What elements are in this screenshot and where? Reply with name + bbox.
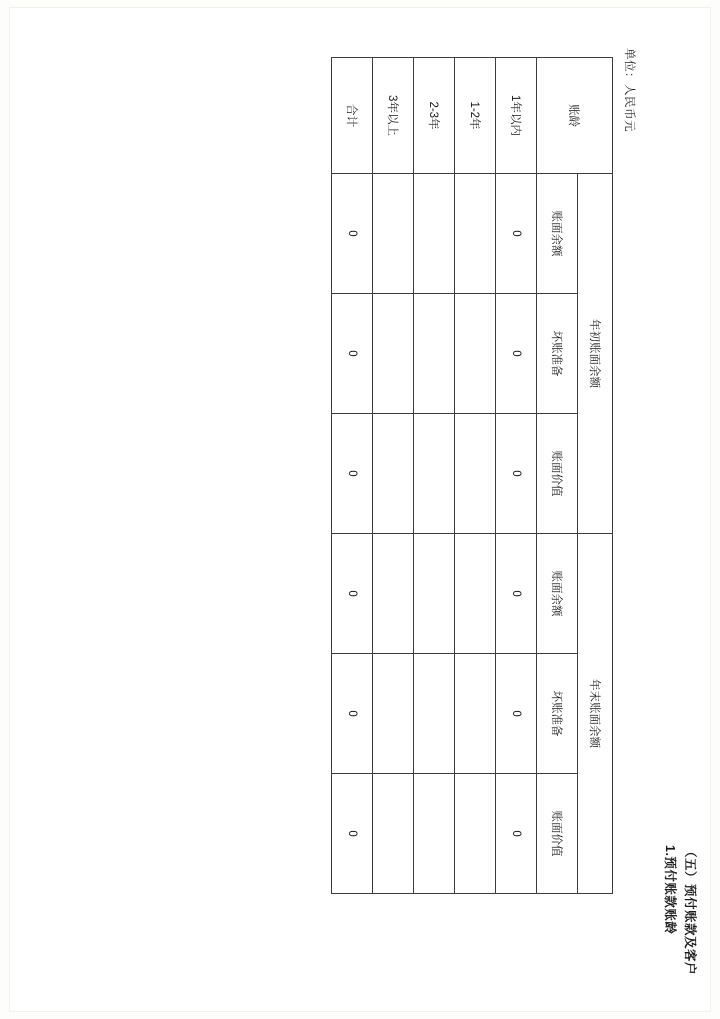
- column-header-age: 账龄: [537, 58, 613, 174]
- cell-value: 0: [496, 534, 537, 654]
- table-row: [373, 58, 414, 894]
- column-header-closing-bad-debt-provision: 坏账准备: [537, 654, 578, 774]
- cell-value: [455, 294, 496, 414]
- cell-value: 0: [332, 294, 373, 414]
- cell-value: 0: [332, 654, 373, 774]
- table-header-sub-row: [537, 58, 578, 894]
- cell-value: [414, 414, 455, 534]
- cell-value: [455, 534, 496, 654]
- cell-value: [414, 654, 455, 774]
- cell-value: [414, 174, 455, 294]
- table-row: [455, 58, 496, 894]
- table-header-group-row: [578, 58, 613, 894]
- cell-value: [455, 414, 496, 534]
- column-header-opening-book-balance: 账面余额: [537, 174, 578, 294]
- table-row: [496, 58, 537, 894]
- cell-value: 0: [496, 174, 537, 294]
- cell-value: [373, 414, 414, 534]
- cell-value: [455, 174, 496, 294]
- row-label-total: 合计: [332, 58, 373, 174]
- cell-value: [455, 654, 496, 774]
- cell-value: 0: [496, 774, 537, 894]
- unit-label: 单位：人民币元: [623, 48, 635, 132]
- table-row: [332, 58, 373, 894]
- cell-value: [414, 774, 455, 894]
- cell-value: [414, 534, 455, 654]
- row-label-2-to-3-years: 2-3年: [414, 58, 455, 174]
- column-header-closing-book-balance: 账面余额: [537, 534, 578, 654]
- cell-value: [373, 654, 414, 774]
- cell-value: 0: [332, 414, 373, 534]
- table-row: [414, 58, 455, 894]
- cell-value: [373, 174, 414, 294]
- cell-value: 0: [496, 414, 537, 534]
- cell-value: 0: [332, 174, 373, 294]
- cell-value: [373, 774, 414, 894]
- row-label-within-1-year: 1年以内: [496, 58, 537, 174]
- cell-value: 0: [496, 654, 537, 774]
- column-group-closing-balance: 年末账面余额: [578, 534, 613, 894]
- cell-value: [455, 774, 496, 894]
- cell-value: [373, 534, 414, 654]
- section-heading: （五）预付账款及客户: [683, 845, 697, 976]
- sub-heading: 1.预付账款账龄: [663, 845, 677, 935]
- column-header-opening-book-value: 账面价值: [537, 414, 578, 534]
- column-header-closing-book-value: 账面价值: [537, 774, 578, 894]
- cell-value: [414, 294, 455, 414]
- cell-value: 0: [332, 534, 373, 654]
- cell-value: 0: [332, 774, 373, 894]
- column-header-opening-bad-debt-provision: 坏账准备: [537, 294, 578, 414]
- prepayment-aging-table: [331, 57, 613, 894]
- row-label-over-3-years: 3年以上: [373, 58, 414, 174]
- cell-value: [373, 294, 414, 414]
- row-label-1-to-2-years: 1-2年: [455, 58, 496, 174]
- aging-table-wrapper: [331, 57, 613, 893]
- cell-value: 0: [496, 294, 537, 414]
- column-group-opening-balance: 年初账面余额: [578, 174, 613, 534]
